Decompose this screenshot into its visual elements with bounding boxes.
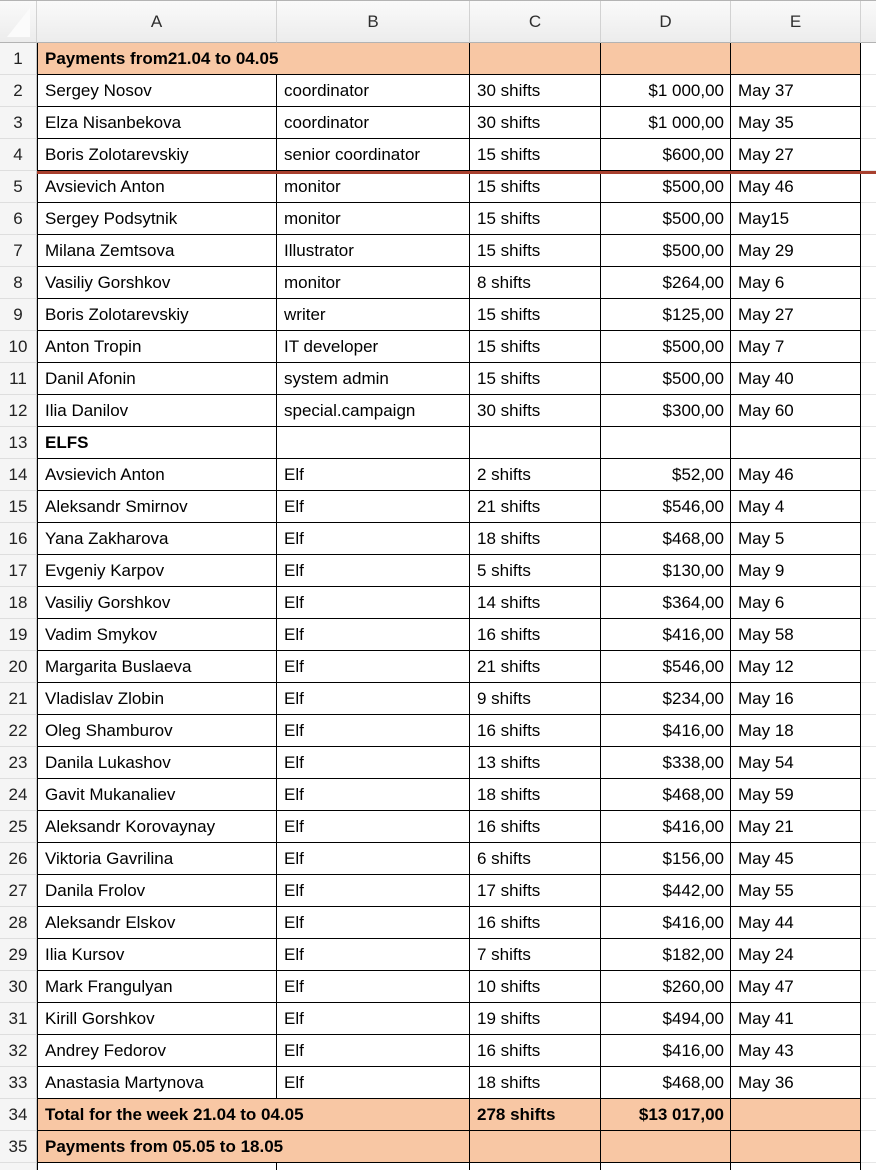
cell-A27[interactable]: Danila Frolov bbox=[37, 875, 277, 907]
cell-B11[interactable]: system admin bbox=[277, 363, 470, 395]
cell-D5[interactable]: $500,00 bbox=[601, 171, 731, 203]
row-header-23[interactable]: 23 bbox=[0, 747, 37, 779]
row-header-11[interactable]: 11 bbox=[0, 363, 37, 395]
cell-E29[interactable]: May 24 bbox=[731, 939, 861, 971]
cell-A23[interactable]: Danila Lukashov bbox=[37, 747, 277, 779]
cell-E28[interactable]: May 44 bbox=[731, 907, 861, 939]
cell-B27[interactable]: Elf bbox=[277, 875, 470, 907]
row-28 bbox=[0, 907, 876, 939]
row-header-14[interactable]: 14 bbox=[0, 459, 37, 491]
cell-B29[interactable]: Elf bbox=[277, 939, 470, 971]
cell-E24[interactable]: May 59 bbox=[731, 779, 861, 811]
row-header-32[interactable]: 32 bbox=[0, 1035, 37, 1067]
row-5 bbox=[0, 171, 876, 203]
cell-C35[interactable] bbox=[470, 1131, 601, 1163]
cell-D32[interactable]: $416,00 bbox=[601, 1035, 731, 1067]
cell-C26[interactable]: 6 shifts bbox=[470, 843, 601, 875]
cell-A34[interactable]: Total for the week 21.04 to 04.05 bbox=[37, 1099, 470, 1131]
select-all-triangle-icon bbox=[7, 8, 30, 37]
row-2 bbox=[0, 75, 876, 107]
row-15 bbox=[0, 491, 876, 523]
cell-B18[interactable]: Elf bbox=[277, 587, 470, 619]
row-8 bbox=[0, 267, 876, 299]
cell-B16[interactable]: Elf bbox=[277, 523, 470, 555]
row-26 bbox=[0, 843, 876, 875]
cell-D3[interactable]: $1 000,00 bbox=[601, 107, 731, 139]
cell-F27[interactable] bbox=[861, 875, 876, 907]
cell-C15[interactable]: 21 shifts bbox=[470, 491, 601, 523]
cell-B12[interactable]: special.campaign bbox=[277, 395, 470, 427]
cell-F34[interactable] bbox=[861, 1099, 876, 1131]
cell-A30[interactable]: Mark Frangulyan bbox=[37, 971, 277, 1003]
cell-E9[interactable]: May 27 bbox=[731, 299, 861, 331]
cell-A2[interactable]: Sergey Nosov bbox=[37, 75, 277, 107]
row-header-18[interactable]: 18 bbox=[0, 587, 37, 619]
cell-E32[interactable]: May 43 bbox=[731, 1035, 861, 1067]
row-7 bbox=[0, 235, 876, 267]
cell-E10[interactable]: May 7 bbox=[731, 331, 861, 363]
cell-F32[interactable] bbox=[861, 1035, 876, 1067]
cell-D4[interactable]: $600,00 bbox=[601, 139, 731, 171]
cell-D22[interactable]: $416,00 bbox=[601, 715, 731, 747]
cell-E36[interactable] bbox=[731, 1163, 861, 1170]
cell-A18[interactable]: Vasiliy Gorshkov bbox=[37, 587, 277, 619]
cell-B7[interactable]: Illustrator bbox=[277, 235, 470, 267]
cell-C16[interactable]: 18 shifts bbox=[470, 523, 601, 555]
cell-D21[interactable]: $234,00 bbox=[601, 683, 731, 715]
cell-F33[interactable] bbox=[861, 1067, 876, 1099]
row-header-31[interactable]: 31 bbox=[0, 1003, 37, 1035]
cell-C29[interactable]: 7 shifts bbox=[470, 939, 601, 971]
row-header-33[interactable]: 33 bbox=[0, 1067, 37, 1099]
cell-A8[interactable]: Vasiliy Gorshkov bbox=[37, 267, 277, 299]
cell-E12[interactable]: May 60 bbox=[731, 395, 861, 427]
cell-B10[interactable]: IT developer bbox=[277, 331, 470, 363]
cell-E3[interactable]: May 35 bbox=[731, 107, 861, 139]
cell-D30[interactable]: $260,00 bbox=[601, 971, 731, 1003]
cell-E21[interactable]: May 16 bbox=[731, 683, 861, 715]
cell-B23[interactable]: Elf bbox=[277, 747, 470, 779]
row-header-15[interactable]: 15 bbox=[0, 491, 37, 523]
row-header-12[interactable]: 12 bbox=[0, 395, 37, 427]
cell-E25[interactable]: May 21 bbox=[731, 811, 861, 843]
row-header-7[interactable]: 7 bbox=[0, 235, 37, 267]
cell-F30[interactable] bbox=[861, 971, 876, 1003]
cell-F7[interactable] bbox=[861, 235, 876, 267]
cell-F35[interactable] bbox=[861, 1131, 876, 1163]
cell-A1[interactable]: Payments from21.04 to 04.05 bbox=[37, 43, 470, 75]
row-header-13[interactable]: 13 bbox=[0, 427, 37, 459]
row-header-36[interactable] bbox=[0, 1163, 37, 1170]
cell-D25[interactable]: $416,00 bbox=[601, 811, 731, 843]
cell-D28[interactable]: $416,00 bbox=[601, 907, 731, 939]
cell-A24[interactable]: Gavit Mukanaliev bbox=[37, 779, 277, 811]
cell-D20[interactable]: $546,00 bbox=[601, 651, 731, 683]
cell-D27[interactable]: $442,00 bbox=[601, 875, 731, 907]
cell-F19[interactable] bbox=[861, 619, 876, 651]
cell-D31[interactable]: $494,00 bbox=[601, 1003, 731, 1035]
cell-C10[interactable]: 15 shifts bbox=[470, 331, 601, 363]
row-header-20[interactable]: 20 bbox=[0, 651, 37, 683]
cell-C18[interactable]: 14 shifts bbox=[470, 587, 601, 619]
cell-A10[interactable]: Anton Tropin bbox=[37, 331, 277, 363]
column-header-E[interactable]: E bbox=[731, 1, 861, 43]
row-21 bbox=[0, 683, 876, 715]
row-header-27[interactable]: 27 bbox=[0, 875, 37, 907]
cell-C17[interactable]: 5 shifts bbox=[470, 555, 601, 587]
cell-D16[interactable]: $468,00 bbox=[601, 523, 731, 555]
cell-B15[interactable]: Elf bbox=[277, 491, 470, 523]
cell-A6[interactable]: Sergey Podsytnik bbox=[37, 203, 277, 235]
cell-D24[interactable]: $468,00 bbox=[601, 779, 731, 811]
cell-F26[interactable] bbox=[861, 843, 876, 875]
cell-D1[interactable] bbox=[601, 43, 731, 75]
cell-E18[interactable]: May 6 bbox=[731, 587, 861, 619]
cell-D9[interactable]: $125,00 bbox=[601, 299, 731, 331]
cell-C32[interactable]: 16 shifts bbox=[470, 1035, 601, 1067]
cell-B24[interactable]: Elf bbox=[277, 779, 470, 811]
cell-C36[interactable] bbox=[470, 1163, 601, 1170]
row-header-9[interactable]: 9 bbox=[0, 299, 37, 331]
cell-B20[interactable]: Elf bbox=[277, 651, 470, 683]
cell-F1[interactable] bbox=[861, 43, 876, 75]
cell-F10[interactable] bbox=[861, 331, 876, 363]
cell-A11[interactable]: Danil Afonin bbox=[37, 363, 277, 395]
cell-A7[interactable]: Milana Zemtsova bbox=[37, 235, 277, 267]
row-22 bbox=[0, 715, 876, 747]
cell-B22[interactable]: Elf bbox=[277, 715, 470, 747]
row-27 bbox=[0, 875, 876, 907]
row-32 bbox=[0, 1035, 876, 1067]
row-33 bbox=[0, 1067, 876, 1099]
row-header-10[interactable]: 10 bbox=[0, 331, 37, 363]
cell-B21[interactable]: Elf bbox=[277, 683, 470, 715]
cell-A9[interactable]: Boris Zolotarevskiy bbox=[37, 299, 277, 331]
cell-E2[interactable]: May 37 bbox=[731, 75, 861, 107]
row-11 bbox=[0, 363, 876, 395]
cell-F12[interactable] bbox=[861, 395, 876, 427]
row-10 bbox=[0, 331, 876, 363]
cell-F15[interactable] bbox=[861, 491, 876, 523]
cell-E15[interactable]: May 4 bbox=[731, 491, 861, 523]
cell-E11[interactable]: May 40 bbox=[731, 363, 861, 395]
cell-C30[interactable]: 10 shifts bbox=[470, 971, 601, 1003]
cell-E6[interactable]: May15 bbox=[731, 203, 861, 235]
row-31 bbox=[0, 1003, 876, 1035]
cell-F9[interactable] bbox=[861, 299, 876, 331]
row-header-16[interactable]: 16 bbox=[0, 523, 37, 555]
cell-E13[interactable] bbox=[731, 427, 861, 459]
cell-C2[interactable]: 30 shifts bbox=[470, 75, 601, 107]
cell-B3[interactable]: coordinator bbox=[277, 107, 470, 139]
cell-E8[interactable]: May 6 bbox=[731, 267, 861, 299]
sheet-grid bbox=[0, 43, 876, 1170]
cell-B6[interactable]: monitor bbox=[277, 203, 470, 235]
cell-D8[interactable]: $264,00 bbox=[601, 267, 731, 299]
cell-F3[interactable] bbox=[861, 107, 876, 139]
cell-F16[interactable] bbox=[861, 523, 876, 555]
cell-A31[interactable]: Kirill Gorshkov bbox=[37, 1003, 277, 1035]
cell-A28[interactable]: Aleksandr Elskov bbox=[37, 907, 277, 939]
cell-B8[interactable]: monitor bbox=[277, 267, 470, 299]
column-header-C[interactable]: C bbox=[470, 1, 601, 43]
cell-A35[interactable]: Payments from 05.05 to 18.05 bbox=[37, 1131, 470, 1163]
cell-F4[interactable] bbox=[861, 139, 876, 171]
cell-C33[interactable]: 18 shifts bbox=[470, 1067, 601, 1099]
cell-C11[interactable]: 15 shifts bbox=[470, 363, 601, 395]
row-1 bbox=[0, 43, 876, 75]
row-header-25[interactable]: 25 bbox=[0, 811, 37, 843]
cell-C25[interactable]: 16 shifts bbox=[470, 811, 601, 843]
cell-A20[interactable]: Margarita Buslaeva bbox=[37, 651, 277, 683]
row-header-24[interactable]: 24 bbox=[0, 779, 37, 811]
cell-D14[interactable]: $52,00 bbox=[601, 459, 731, 491]
cell-B36[interactable] bbox=[277, 1163, 470, 1170]
row-header-4[interactable]: 4 bbox=[0, 139, 37, 171]
cell-E22[interactable]: May 18 bbox=[731, 715, 861, 747]
cell-B31[interactable]: Elf bbox=[277, 1003, 470, 1035]
cell-C23[interactable]: 13 shifts bbox=[470, 747, 601, 779]
cell-E1[interactable] bbox=[731, 43, 861, 75]
cell-F18[interactable] bbox=[861, 587, 876, 619]
cell-E27[interactable]: May 55 bbox=[731, 875, 861, 907]
cell-D34[interactable]: $13 017,00 bbox=[601, 1099, 731, 1131]
row-34 bbox=[0, 1099, 876, 1131]
row-header-17[interactable]: 17 bbox=[0, 555, 37, 587]
cell-C28[interactable]: 16 shifts bbox=[470, 907, 601, 939]
cell-C9[interactable]: 15 shifts bbox=[470, 299, 601, 331]
row-header-8[interactable]: 8 bbox=[0, 267, 37, 299]
select-all-corner[interactable] bbox=[0, 1, 37, 43]
cell-B17[interactable]: Elf bbox=[277, 555, 470, 587]
row-header-3[interactable]: 3 bbox=[0, 107, 37, 139]
cell-E33[interactable]: May 36 bbox=[731, 1067, 861, 1099]
row-9 bbox=[0, 299, 876, 331]
cell-A14[interactable]: Avsievich Anton bbox=[37, 459, 277, 491]
cell-A4[interactable]: Boris Zolotarevskiy bbox=[37, 139, 277, 171]
row-header-21[interactable]: 21 bbox=[0, 683, 37, 715]
cell-A26[interactable]: Viktoria Gavrilina bbox=[37, 843, 277, 875]
cell-D23[interactable]: $338,00 bbox=[601, 747, 731, 779]
cell-F8[interactable] bbox=[861, 267, 876, 299]
cell-F2[interactable] bbox=[861, 75, 876, 107]
cell-A13[interactable]: ELFS bbox=[37, 427, 277, 459]
cell-E26[interactable]: May 45 bbox=[731, 843, 861, 875]
row-36-partial bbox=[0, 1163, 876, 1170]
row-20 bbox=[0, 651, 876, 683]
cell-D11[interactable]: $500,00 bbox=[601, 363, 731, 395]
row-header-22[interactable]: 22 bbox=[0, 715, 37, 747]
cell-B4[interactable]: senior coordinator bbox=[277, 139, 470, 171]
cell-C13[interactable] bbox=[470, 427, 601, 459]
cell-E4[interactable]: May 27 bbox=[731, 139, 861, 171]
row-23 bbox=[0, 747, 876, 779]
cell-F6[interactable] bbox=[861, 203, 876, 235]
cell-C7[interactable]: 15 shifts bbox=[470, 235, 601, 267]
cell-B28[interactable]: Elf bbox=[277, 907, 470, 939]
cell-C3[interactable]: 30 shifts bbox=[470, 107, 601, 139]
cell-C22[interactable]: 16 shifts bbox=[470, 715, 601, 747]
cell-D19[interactable]: $416,00 bbox=[601, 619, 731, 651]
row-header-5[interactable]: 5 bbox=[0, 171, 37, 203]
cell-F5[interactable] bbox=[861, 171, 876, 203]
cell-A15[interactable]: Aleksandr Smirnov bbox=[37, 491, 277, 523]
cell-C4[interactable]: 15 shifts bbox=[470, 139, 601, 171]
cell-F11[interactable] bbox=[861, 363, 876, 395]
cell-E5[interactable]: May 46 bbox=[731, 171, 861, 203]
cell-D15[interactable]: $546,00 bbox=[601, 491, 731, 523]
cell-A5[interactable]: Avsievich Anton bbox=[37, 171, 277, 203]
cell-A19[interactable]: Vadim Smykov bbox=[37, 619, 277, 651]
cell-A12[interactable]: Ilia Danilov bbox=[37, 395, 277, 427]
cell-F20[interactable] bbox=[861, 651, 876, 683]
row-header-6[interactable]: 6 bbox=[0, 203, 37, 235]
cell-F14[interactable] bbox=[861, 459, 876, 491]
cell-F25[interactable] bbox=[861, 811, 876, 843]
row-24 bbox=[0, 779, 876, 811]
cell-C14[interactable]: 2 shifts bbox=[470, 459, 601, 491]
row-13 bbox=[0, 427, 876, 459]
cell-C20[interactable]: 21 shifts bbox=[470, 651, 601, 683]
cell-A32[interactable]: Andrey Fedorov bbox=[37, 1035, 277, 1067]
column-header-stub[interactable] bbox=[861, 1, 876, 43]
row-29 bbox=[0, 939, 876, 971]
cell-B2[interactable]: coordinator bbox=[277, 75, 470, 107]
row-header-19[interactable]: 19 bbox=[0, 619, 37, 651]
cell-F29[interactable] bbox=[861, 939, 876, 971]
cell-D6[interactable]: $500,00 bbox=[601, 203, 731, 235]
row-4 bbox=[0, 139, 876, 171]
row-16 bbox=[0, 523, 876, 555]
cell-D35[interactable] bbox=[601, 1131, 731, 1163]
row-header-35[interactable]: 35 bbox=[0, 1131, 37, 1163]
row-19 bbox=[0, 619, 876, 651]
cell-D36[interactable] bbox=[601, 1163, 731, 1170]
cell-F31[interactable] bbox=[861, 1003, 876, 1035]
cell-E35[interactable] bbox=[731, 1131, 861, 1163]
cell-B32[interactable]: Elf bbox=[277, 1035, 470, 1067]
row-header-34[interactable]: 34 bbox=[0, 1099, 37, 1131]
cell-E30[interactable]: May 47 bbox=[731, 971, 861, 1003]
row-14 bbox=[0, 459, 876, 491]
cell-C1[interactable] bbox=[470, 43, 601, 75]
row-30 bbox=[0, 971, 876, 1003]
cell-A33[interactable]: Anastasia Martynova bbox=[37, 1067, 277, 1099]
cell-F24[interactable] bbox=[861, 779, 876, 811]
cell-F28[interactable] bbox=[861, 907, 876, 939]
cell-C21[interactable]: 9 shifts bbox=[470, 683, 601, 715]
cell-B33[interactable]: Elf bbox=[277, 1067, 470, 1099]
cell-C31[interactable]: 19 shifts bbox=[470, 1003, 601, 1035]
cell-C34[interactable]: 278 shifts bbox=[470, 1099, 601, 1131]
row-17 bbox=[0, 555, 876, 587]
cell-B5[interactable]: monitor bbox=[277, 171, 470, 203]
row-header-26[interactable]: 26 bbox=[0, 843, 37, 875]
cell-A16[interactable]: Yana Zakharova bbox=[37, 523, 277, 555]
cell-F13[interactable] bbox=[861, 427, 876, 459]
cell-E7[interactable]: May 29 bbox=[731, 235, 861, 267]
cell-D12[interactable]: $300,00 bbox=[601, 395, 731, 427]
cell-E20[interactable]: May 12 bbox=[731, 651, 861, 683]
cell-D17[interactable]: $130,00 bbox=[601, 555, 731, 587]
row-3 bbox=[0, 107, 876, 139]
cell-C24[interactable]: 18 shifts bbox=[470, 779, 601, 811]
cell-B25[interactable]: Elf bbox=[277, 811, 470, 843]
cell-D7[interactable]: $500,00 bbox=[601, 235, 731, 267]
cell-C27[interactable]: 17 shifts bbox=[470, 875, 601, 907]
cell-B19[interactable]: Elf bbox=[277, 619, 470, 651]
cell-C8[interactable]: 8 shifts bbox=[470, 267, 601, 299]
cell-D29[interactable]: $182,00 bbox=[601, 939, 731, 971]
cell-F36[interactable] bbox=[861, 1163, 876, 1170]
cell-A29[interactable]: Ilia Kursov bbox=[37, 939, 277, 971]
cell-E16[interactable]: May 5 bbox=[731, 523, 861, 555]
cell-E14[interactable]: May 46 bbox=[731, 459, 861, 491]
row-header-28[interactable]: 28 bbox=[0, 907, 37, 939]
row-18 bbox=[0, 587, 876, 619]
row-35 bbox=[0, 1131, 876, 1163]
cell-C19[interactable]: 16 shifts bbox=[470, 619, 601, 651]
cell-A17[interactable]: Evgeniy Karpov bbox=[37, 555, 277, 587]
cell-A3[interactable]: Elza Nisanbekova bbox=[37, 107, 277, 139]
cell-A36[interactable] bbox=[37, 1163, 277, 1170]
cell-D26[interactable]: $156,00 bbox=[601, 843, 731, 875]
cell-D18[interactable]: $364,00 bbox=[601, 587, 731, 619]
cell-B13[interactable] bbox=[277, 427, 470, 459]
cell-B9[interactable]: writer bbox=[277, 299, 470, 331]
cell-C6[interactable]: 15 shifts bbox=[470, 203, 601, 235]
cell-D13[interactable] bbox=[601, 427, 731, 459]
cell-D33[interactable]: $468,00 bbox=[601, 1067, 731, 1099]
column-header-B[interactable]: B bbox=[277, 1, 470, 43]
cell-B30[interactable]: Elf bbox=[277, 971, 470, 1003]
cell-F17[interactable] bbox=[861, 555, 876, 587]
cell-E31[interactable]: May 41 bbox=[731, 1003, 861, 1035]
cell-D2[interactable]: $1 000,00 bbox=[601, 75, 731, 107]
cell-A21[interactable]: Vladislav Zlobin bbox=[37, 683, 277, 715]
cell-E17[interactable]: May 9 bbox=[731, 555, 861, 587]
cell-A22[interactable]: Oleg Shamburov bbox=[37, 715, 277, 747]
column-header-D[interactable]: D bbox=[601, 1, 731, 43]
row-header-30[interactable]: 30 bbox=[0, 971, 37, 1003]
cell-F22[interactable] bbox=[861, 715, 876, 747]
row-12 bbox=[0, 395, 876, 427]
cell-C5[interactable]: 15 shifts bbox=[470, 171, 601, 203]
cell-B26[interactable]: Elf bbox=[277, 843, 470, 875]
cell-F21[interactable] bbox=[861, 683, 876, 715]
row-25 bbox=[0, 811, 876, 843]
row-header-1[interactable]: 1 bbox=[0, 43, 37, 75]
cell-B14[interactable]: Elf bbox=[277, 459, 470, 491]
row-header-29[interactable]: 29 bbox=[0, 939, 37, 971]
cell-E19[interactable]: May 58 bbox=[731, 619, 861, 651]
cell-C12[interactable]: 30 shifts bbox=[470, 395, 601, 427]
cell-A25[interactable]: Aleksandr Korovaynay bbox=[37, 811, 277, 843]
column-header-row bbox=[0, 0, 876, 43]
cell-E34[interactable] bbox=[731, 1099, 861, 1131]
cell-E23[interactable]: May 54 bbox=[731, 747, 861, 779]
cell-D10[interactable]: $500,00 bbox=[601, 331, 731, 363]
row-header-2[interactable]: 2 bbox=[0, 75, 37, 107]
row-6 bbox=[0, 203, 876, 235]
column-header-A[interactable]: A bbox=[37, 1, 277, 43]
cell-F23[interactable] bbox=[861, 747, 876, 779]
